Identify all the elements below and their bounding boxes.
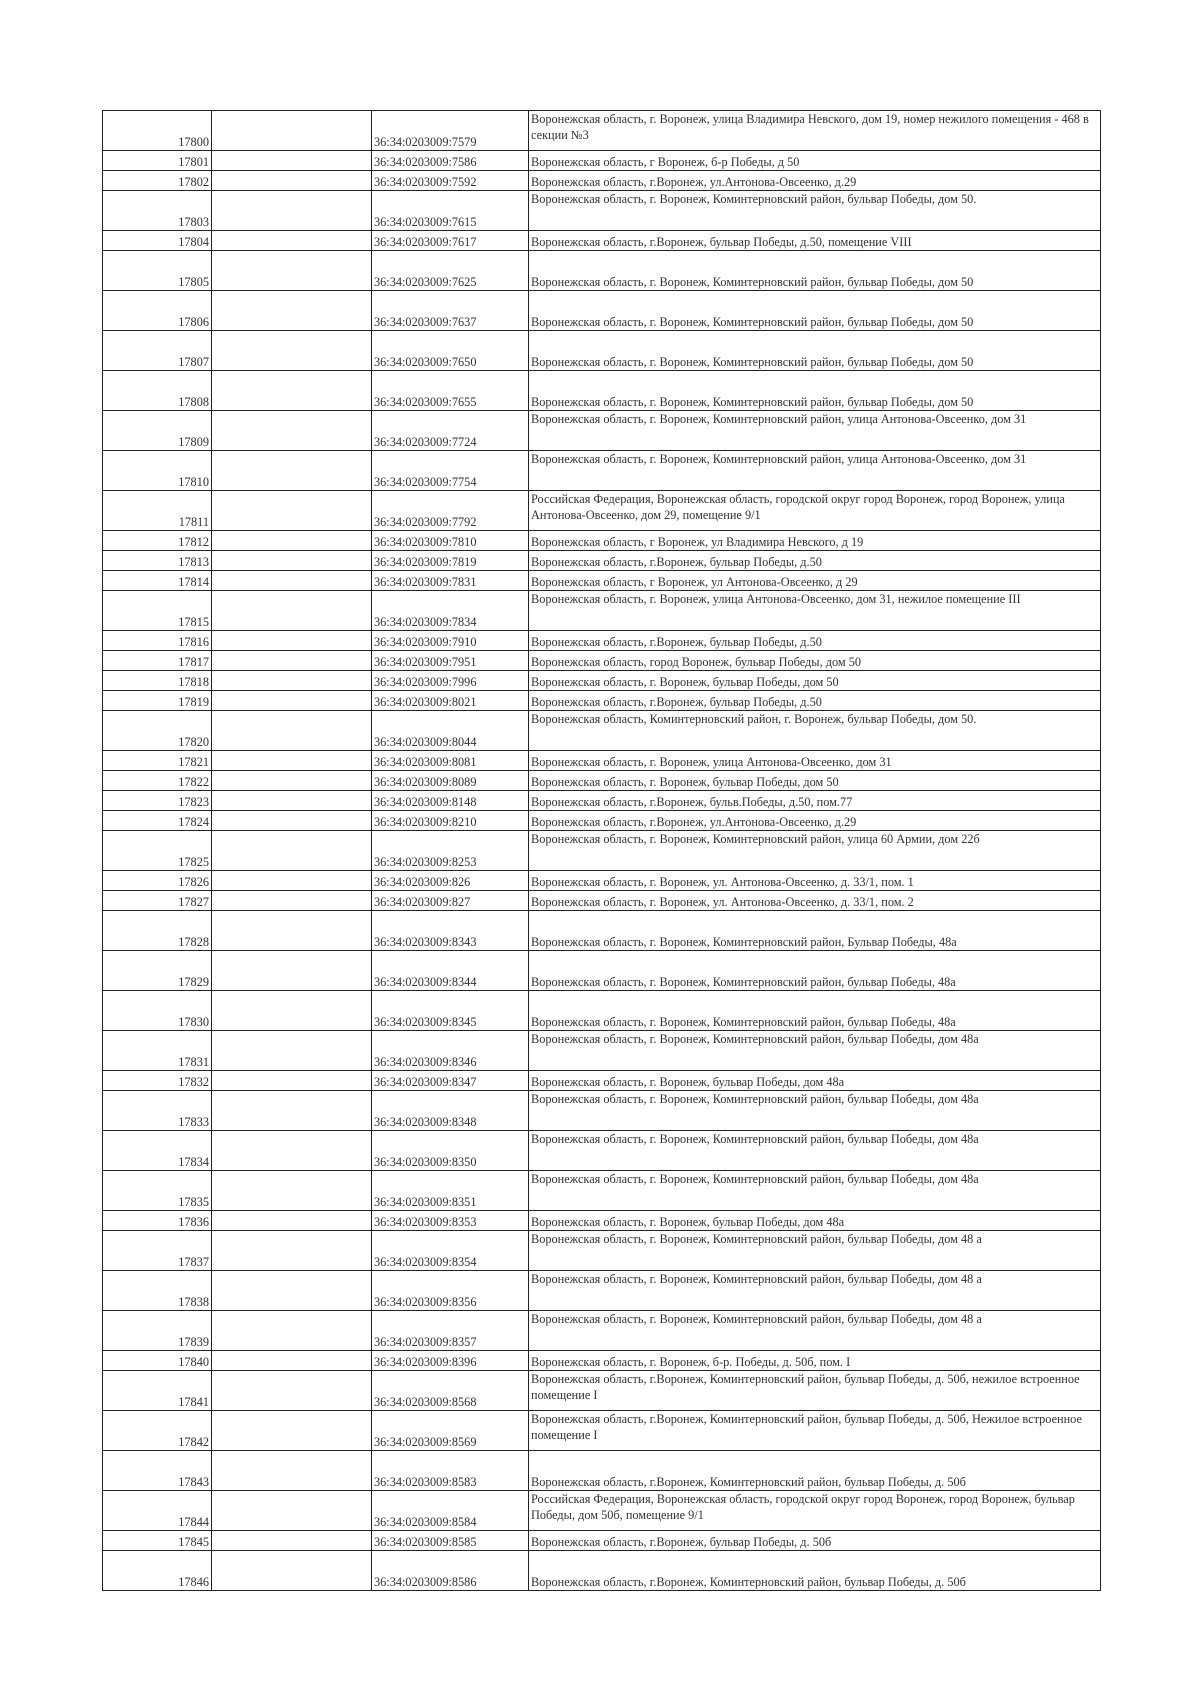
empty-cell (212, 811, 372, 831)
table-row (103, 1131, 1101, 1171)
table-row (103, 811, 1101, 831)
empty-cell (212, 891, 372, 911)
row-number-cell: 17826 (103, 871, 212, 891)
row-number-cell: 17814 (103, 571, 212, 591)
cadastral-number-cell: 36:34:0203009:7831 (372, 571, 529, 591)
address-cell: Воронежская область, г. Воронеж, Коминтерновский район, бульвар Победы, дом 48 а (529, 1311, 1101, 1351)
table-row (103, 771, 1101, 791)
empty-cell (212, 531, 372, 551)
empty-cell (212, 831, 372, 871)
table-row (103, 571, 1101, 591)
cadastral-number-cell: 36:34:0203009:8356 (372, 1271, 529, 1311)
table-row (103, 1531, 1101, 1551)
row-number-cell: 17821 (103, 751, 212, 771)
cadastral-number-cell: 36:34:0203009:8357 (372, 1311, 529, 1351)
cadastral-number-cell: 36:34:0203009:7810 (372, 531, 529, 551)
cadastral-number-cell: 36:34:0203009:7637 (372, 291, 529, 331)
cadastral-number-cell: 36:34:0203009:8021 (372, 691, 529, 711)
row-number-cell: 17804 (103, 231, 212, 251)
row-number-cell: 17811 (103, 491, 212, 531)
address-cell: Воронежская область, г Воронеж, ул Антонова-Овсеенко, д 29 (529, 571, 1101, 591)
row-number-cell: 17831 (103, 1031, 212, 1071)
address-cell: Воронежская область, г. Воронеж, Коминтерновский район, бульвар Победы, дом 48а (529, 1091, 1101, 1131)
table-row (103, 911, 1101, 951)
cadastral-number-cell: 36:34:0203009:7650 (372, 331, 529, 371)
empty-cell (212, 151, 372, 171)
empty-cell (212, 671, 372, 691)
address-cell: Воронежская область, г. Воронеж, Коминтерновский район, улица Антонова-Овсеенко, дом 31 (529, 451, 1101, 491)
row-number-cell: 17810 (103, 451, 212, 491)
table-row (103, 251, 1101, 291)
cadastral-number-cell: 36:34:0203009:8583 (372, 1451, 529, 1491)
table-row (103, 451, 1101, 491)
empty-cell (212, 1351, 372, 1371)
table-row (103, 1491, 1101, 1531)
table-row (103, 1211, 1101, 1231)
address-cell: Воронежская область, г. Воронеж, ул. Антонова-Овсеенко, д. 33/1, пом. 1 (529, 871, 1101, 891)
row-number-cell: 17806 (103, 291, 212, 331)
address-cell: Воронежская область, г. Воронеж, бульвар Победы, дом 48а (529, 1211, 1101, 1231)
table-row (103, 1551, 1101, 1591)
row-number-cell: 17827 (103, 891, 212, 911)
address-cell: Воронежская область, г. Воронеж, Коминтерновский район, бульвар Победы, дом 50 (529, 291, 1101, 331)
cadastral-number-cell: 36:34:0203009:8089 (372, 771, 529, 791)
row-number-cell: 17809 (103, 411, 212, 451)
table-row (103, 631, 1101, 651)
row-number-cell: 17822 (103, 771, 212, 791)
empty-cell (212, 711, 372, 751)
row-number-cell: 17825 (103, 831, 212, 871)
empty-cell (212, 331, 372, 371)
row-number-cell: 17841 (103, 1371, 212, 1411)
row-number-cell: 17840 (103, 1351, 212, 1371)
address-cell: Воронежская область, г.Воронеж, ул.Антонова-Овсеенко, д.29 (529, 171, 1101, 191)
row-number-cell: 17823 (103, 791, 212, 811)
empty-cell (212, 491, 372, 531)
empty-cell (212, 631, 372, 651)
empty-cell (212, 871, 372, 891)
address-cell: Воронежская область, г. Воронеж, Коминтерновский район, бульвар Победы, дом 50. (529, 191, 1101, 231)
address-cell: Воронежская область, г. Воронеж, Коминтерновский район, бульвар Победы, дом 48а (529, 1031, 1101, 1071)
empty-cell (212, 451, 372, 491)
empty-cell (212, 411, 372, 451)
empty-cell (212, 991, 372, 1031)
address-cell: Воронежская область, г. Воронеж, Коминтерновский район, улица 60 Армии, дом 22б (529, 831, 1101, 871)
cadastral-number-cell: 36:34:0203009:8353 (372, 1211, 529, 1231)
address-cell: Воронежская область, г. Воронеж, улица Антонова-Овсеенко, дом 31 (529, 751, 1101, 771)
address-cell: Воронежская область, г. Воронеж, Коминтерновский район, бульвар Победы, дом 48а (529, 1171, 1101, 1211)
table-row (103, 671, 1101, 691)
table-row (103, 151, 1101, 171)
table-row (103, 1451, 1101, 1491)
table-row (103, 1091, 1101, 1131)
address-cell: Воронежская область, г. Воронеж, Коминтерновский район, бульвар Победы, дом 48 а (529, 1271, 1101, 1311)
table-row (103, 111, 1101, 151)
address-cell: Воронежская область, г.Воронеж, бульв.Победы, д.50, пом.77 (529, 791, 1101, 811)
empty-cell (212, 571, 372, 591)
table-row (103, 691, 1101, 711)
empty-cell (212, 1411, 372, 1451)
cadastral-number-cell: 36:34:0203009:7615 (372, 191, 529, 231)
row-number-cell: 17801 (103, 151, 212, 171)
empty-cell (212, 591, 372, 631)
table-row (103, 831, 1101, 871)
row-number-cell: 17845 (103, 1531, 212, 1551)
empty-cell (212, 1451, 372, 1491)
empty-cell (212, 911, 372, 951)
empty-cell (212, 291, 372, 331)
cadastral-number-cell: 36:34:0203009:7951 (372, 651, 529, 671)
cadastral-number-cell: 36:34:0203009:7834 (372, 591, 529, 631)
empty-cell (212, 1071, 372, 1091)
table-row (103, 1171, 1101, 1211)
row-number-cell: 17830 (103, 991, 212, 1031)
empty-cell (212, 951, 372, 991)
row-number-cell: 17824 (103, 811, 212, 831)
cadastral-number-cell: 36:34:0203009:7819 (372, 551, 529, 571)
cadastral-number-cell: 36:34:0203009:8585 (372, 1531, 529, 1551)
table-row (103, 491, 1101, 531)
table-row (103, 371, 1101, 411)
row-number-cell: 17813 (103, 551, 212, 571)
row-number-cell: 17820 (103, 711, 212, 751)
row-number-cell: 17805 (103, 251, 212, 291)
empty-cell (212, 1311, 372, 1351)
cadastral-number-cell: 36:34:0203009:8148 (372, 791, 529, 811)
cadastral-number-cell: 36:34:0203009:7579 (372, 111, 529, 151)
address-cell: Воронежская область, г.Воронеж, Коминтерновский район, бульвар Победы, д. 50б, нежилое встроенное помещение I (529, 1371, 1101, 1411)
row-number-cell: 17837 (103, 1231, 212, 1271)
row-number-cell: 17843 (103, 1451, 212, 1491)
address-cell: Воронежская область, г. Воронеж, Коминтерновский район, бульвар Победы, дом 50 (529, 371, 1101, 411)
address-cell: Воронежская область, г. Воронеж, Коминтерновский район, Бульвар Победы, 48а (529, 911, 1101, 951)
empty-cell (212, 1131, 372, 1171)
cadastral-number-cell: 36:34:0203009:827 (372, 891, 529, 911)
table-row (103, 871, 1101, 891)
empty-cell (212, 751, 372, 771)
row-number-cell: 17815 (103, 591, 212, 631)
empty-cell (212, 771, 372, 791)
address-cell: Воронежская область, г.Воронеж, бульвар Победы, д. 50б (529, 1531, 1101, 1551)
cadastral-number-cell: 36:34:0203009:8210 (372, 811, 529, 831)
row-number-cell: 17819 (103, 691, 212, 711)
cadastral-number-cell: 36:34:0203009:7910 (372, 631, 529, 651)
cadastral-number-cell: 36:34:0203009:8396 (372, 1351, 529, 1371)
table-row (103, 231, 1101, 251)
address-cell: Воронежская область, г.Воронеж, бульвар Победы, д.50, помещение VIII (529, 231, 1101, 251)
address-cell: Воронежская область, г. Воронеж, б-р. Победы, д. 50б, пом. I (529, 1351, 1101, 1371)
row-number-cell: 17816 (103, 631, 212, 651)
address-cell: Воронежская область, г. Воронеж, Коминтерновский район, бульвар Победы, дом 48а (529, 1131, 1101, 1171)
empty-cell (212, 1371, 372, 1411)
table-row (103, 1351, 1101, 1371)
empty-cell (212, 1211, 372, 1231)
row-number-cell: 17834 (103, 1131, 212, 1171)
table-row (103, 891, 1101, 911)
cadastral-number-cell: 36:34:0203009:8348 (372, 1091, 529, 1131)
cadastral-number-cell: 36:34:0203009:8347 (372, 1071, 529, 1091)
cadastral-number-cell: 36:34:0203009:7592 (372, 171, 529, 191)
row-number-cell: 17836 (103, 1211, 212, 1231)
registry-table (102, 110, 1101, 1591)
empty-cell (212, 1531, 372, 1551)
empty-cell (212, 191, 372, 231)
row-number-cell: 17802 (103, 171, 212, 191)
cadastral-number-cell: 36:34:0203009:7617 (372, 231, 529, 251)
row-number-cell: 17817 (103, 651, 212, 671)
table-row (103, 1031, 1101, 1071)
table-row (103, 331, 1101, 371)
table-row (103, 1411, 1101, 1451)
empty-cell (212, 171, 372, 191)
address-cell: Воронежская область, г. Воронеж, Коминтерновский район, бульвар Победы, 48а (529, 991, 1101, 1031)
table-row (103, 551, 1101, 571)
address-cell: Воронежская область, г.Воронеж, бульвар Победы, д.50 (529, 691, 1101, 711)
table-row (103, 171, 1101, 191)
address-cell: Воронежская область, г. Воронеж, бульвар Победы, дом 48а (529, 1071, 1101, 1091)
cadastral-number-cell: 36:34:0203009:7724 (372, 411, 529, 451)
address-cell: Воронежская область, г.Воронеж, ул.Антонова-Овсеенко, д.29 (529, 811, 1101, 831)
table-row (103, 1231, 1101, 1271)
cadastral-number-cell: 36:34:0203009:7586 (372, 151, 529, 171)
address-cell: Воронежская область, г.Воронеж, бульвар Победы, д.50 (529, 551, 1101, 571)
table-row (103, 651, 1101, 671)
cadastral-number-cell: 36:34:0203009:8354 (372, 1231, 529, 1271)
address-cell: Воронежская область, г. Воронеж, Коминтерновский район, бульвар Победы, дом 50 (529, 331, 1101, 371)
address-cell: Воронежская область, г Воронеж, б-р Победы, д 50 (529, 151, 1101, 171)
address-cell: Воронежская область, г. Воронеж, улица Антонова-Овсеенко, дом 31, нежилое помещение III (529, 591, 1101, 631)
row-number-cell: 17828 (103, 911, 212, 951)
cadastral-number-cell: 36:34:0203009:8343 (372, 911, 529, 951)
address-cell: Воронежская область, город Воронеж, бульвар Победы, дом 50 (529, 651, 1101, 671)
table-row (103, 951, 1101, 991)
cadastral-number-cell: 36:34:0203009:7625 (372, 251, 529, 291)
row-number-cell: 17839 (103, 1311, 212, 1351)
row-number-cell: 17803 (103, 191, 212, 231)
row-number-cell: 17832 (103, 1071, 212, 1091)
address-cell: Воронежская область, г. Воронеж, Коминтерновский район, бульвар Победы, 48а (529, 951, 1101, 991)
address-cell: Воронежская область, г. Воронеж, бульвар Победы, дом 50 (529, 671, 1101, 691)
row-number-cell: 17835 (103, 1171, 212, 1211)
cadastral-number-cell: 36:34:0203009:8345 (372, 991, 529, 1031)
empty-cell (212, 1171, 372, 1211)
cadastral-number-cell: 36:34:0203009:7996 (372, 671, 529, 691)
cadastral-number-cell: 36:34:0203009:8081 (372, 751, 529, 771)
cadastral-number-cell: 36:34:0203009:7754 (372, 451, 529, 491)
table-row (103, 531, 1101, 551)
table-row (103, 1271, 1101, 1311)
row-number-cell: 17808 (103, 371, 212, 411)
empty-cell (212, 1491, 372, 1531)
table-row (103, 291, 1101, 331)
cadastral-number-cell: 36:34:0203009:8044 (372, 711, 529, 751)
empty-cell (212, 1271, 372, 1311)
address-cell: Воронежская область, г.Воронеж, Коминтерновский район, бульвар Победы, д. 50б, Нежилое встроенное помещение I (529, 1411, 1101, 1451)
row-number-cell: 17812 (103, 531, 212, 551)
address-cell: Российская Федерация, Воронежская область, городской округ город Воронеж, город Воронеж, улица Антонова-Овсеенко, дом 29, помещение 9/1 (529, 491, 1101, 531)
address-cell: Воронежская область, г. Воронеж, Коминтерновский район, бульвар Победы, дом 50 (529, 251, 1101, 291)
address-cell: Воронежская область, г. Воронеж, улица Владимира Невского, дом 19, номер нежилого помещения - 468 в секции №3 (529, 111, 1101, 151)
table-row (103, 591, 1101, 631)
cadastral-number-cell: 36:34:0203009:8586 (372, 1551, 529, 1591)
row-number-cell: 17838 (103, 1271, 212, 1311)
address-cell: Воронежская область, г Воронеж, ул Владимира Невского, д 19 (529, 531, 1101, 551)
cadastral-number-cell: 36:34:0203009:8344 (372, 951, 529, 991)
row-number-cell: 17818 (103, 671, 212, 691)
row-number-cell: 17842 (103, 1411, 212, 1451)
table-row (103, 751, 1101, 771)
cadastral-number-cell: 36:34:0203009:7655 (372, 371, 529, 411)
row-number-cell: 17800 (103, 111, 212, 151)
cadastral-number-cell: 36:34:0203009:8346 (372, 1031, 529, 1071)
table-row (103, 191, 1101, 231)
empty-cell (212, 651, 372, 671)
registry-table-body (103, 111, 1101, 1591)
empty-cell (212, 1091, 372, 1131)
table-row (103, 1071, 1101, 1091)
table-row (103, 1311, 1101, 1351)
empty-cell (212, 551, 372, 571)
empty-cell (212, 231, 372, 251)
address-cell: Российская Федерация, Воронежская область, городской округ город Воронеж, город Воронеж, бульвар Победы, дом 50б, помещение 9/1 (529, 1491, 1101, 1531)
row-number-cell: 17846 (103, 1551, 212, 1591)
row-number-cell: 17833 (103, 1091, 212, 1131)
row-number-cell: 17829 (103, 951, 212, 991)
address-cell: Воронежская область, г.Воронеж, Коминтерновский район, бульвар Победы, д. 50б (529, 1551, 1101, 1591)
cadastral-number-cell: 36:34:0203009:8584 (372, 1491, 529, 1531)
cadastral-number-cell: 36:34:0203009:8568 (372, 1371, 529, 1411)
empty-cell (212, 251, 372, 291)
cadastral-number-cell: 36:34:0203009:7792 (372, 491, 529, 531)
empty-cell (212, 1551, 372, 1591)
empty-cell (212, 791, 372, 811)
address-cell: Воронежская область, г. Воронеж, бульвар Победы, дом 50 (529, 771, 1101, 791)
empty-cell (212, 111, 372, 151)
cadastral-number-cell: 36:34:0203009:8350 (372, 1131, 529, 1171)
address-cell: Воронежская область, г. Воронеж, Коминтерновский район, улица Антонова-Овсеенко, дом 31 (529, 411, 1101, 451)
cadastral-number-cell: 36:34:0203009:826 (372, 871, 529, 891)
address-cell: Воронежская область, г. Воронеж, Коминтерновский район, бульвар Победы, дом 48 а (529, 1231, 1101, 1271)
table-row (103, 791, 1101, 811)
address-cell: Воронежская область, г. Воронеж, ул. Антонова-Овсеенко, д. 33/1, пом. 2 (529, 891, 1101, 911)
address-cell: Воронежская область, г.Воронеж, бульвар Победы, д.50 (529, 631, 1101, 651)
address-cell: Воронежская область, Коминтерновский район, г. Воронеж, бульвар Победы, дом 50. (529, 711, 1101, 751)
cadastral-number-cell: 36:34:0203009:8253 (372, 831, 529, 871)
address-cell: Воронежская область, г.Воронеж, Коминтерновский район, бульвар Победы, д. 50б (529, 1451, 1101, 1491)
empty-cell (212, 1031, 372, 1071)
table-row (103, 1371, 1101, 1411)
row-number-cell: 17807 (103, 331, 212, 371)
table-row (103, 711, 1101, 751)
row-number-cell: 17844 (103, 1491, 212, 1531)
table-row (103, 411, 1101, 451)
empty-cell (212, 691, 372, 711)
cadastral-number-cell: 36:34:0203009:8351 (372, 1171, 529, 1211)
table-row (103, 991, 1101, 1031)
cadastral-number-cell: 36:34:0203009:8569 (372, 1411, 529, 1451)
empty-cell (212, 1231, 372, 1271)
empty-cell (212, 371, 372, 411)
